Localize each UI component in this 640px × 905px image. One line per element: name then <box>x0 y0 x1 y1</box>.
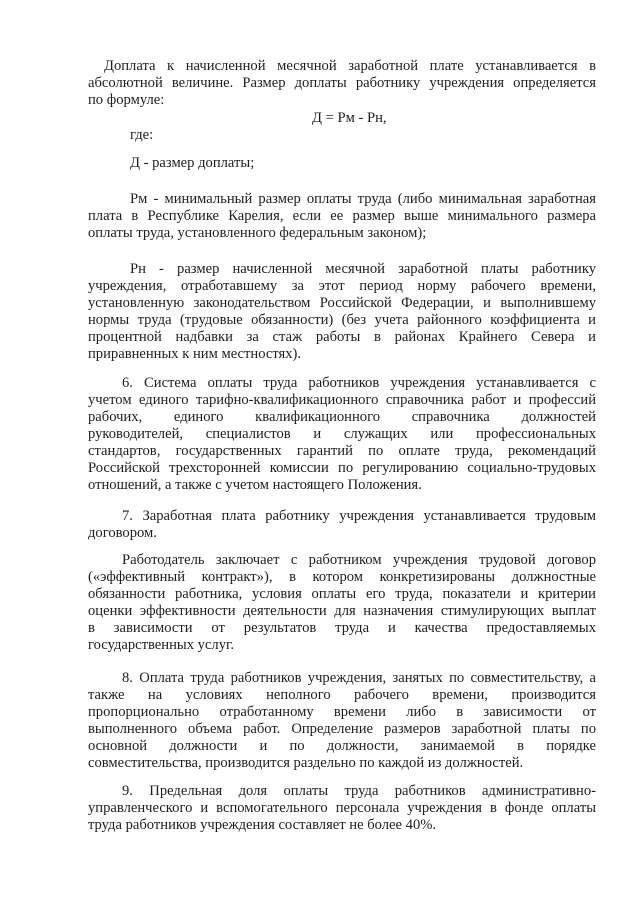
text-line: отношений, а также с учетом настоящего Положения. <box>88 477 422 493</box>
text-line: основной должности и по должности, занимаемой в порядке <box>88 738 596 754</box>
text-line: Рм - минимальный размер оплаты труда (либо минимальная заработная <box>130 191 596 207</box>
paragraph-item-7 <box>122 508 596 525</box>
definition-rn-cont <box>88 278 596 363</box>
paragraph-item-7-cont <box>88 525 596 542</box>
text-line: управленческого и вспомогательного персонала учреждения в фонде оплаты <box>88 800 596 816</box>
text-line: оценки эффективности деятельности для назначения стимулирующих выплат <box>88 603 596 619</box>
text-line: стандартов, государственных гарантий по оплате труда, рекомендаций <box>88 443 596 459</box>
text-line: обязанности работника, условия оплаты его труда, показатели и критерии <box>88 586 596 602</box>
text-line: учетом единого тарифно-квалификационного справочника работ и профессий <box>88 392 596 408</box>
definition-rm-cont <box>88 208 596 242</box>
text-line: совместительства, производится раздельно по каждой из должностей. <box>88 755 524 771</box>
text-line: 8. Оплата труда работников учреждения, занятых по совместительству, а <box>122 670 596 686</box>
definition-d <box>130 155 430 172</box>
paragraph-item-6-cont <box>88 392 596 494</box>
text-line: 9. Предельная доля оплаты труда работников административно- <box>122 783 596 799</box>
text-line: руководителей, специалистов и служащих или профессиональных <box>88 426 596 442</box>
definition-rm <box>130 191 596 208</box>
text-line: нормы труда (трудовые обязанности) (без учета районного коэффициента и <box>88 312 596 328</box>
where-label <box>130 127 330 144</box>
text-line: труда работников учреждения составляет не более 40%. <box>88 817 437 833</box>
text-line: в зависимости от результатов труда и качества предоставляемых <box>88 620 596 636</box>
text-line: по формуле: <box>88 92 165 108</box>
paragraph-payment-intro-cont <box>88 75 596 109</box>
paragraph-employer <box>122 552 596 569</box>
text-line: 7. Заработная плата работнику учреждения устанавливается трудовым <box>122 508 596 524</box>
definition-rn <box>130 261 596 278</box>
text-line: пропорционально отработанному времени либо в зависимости от <box>88 704 596 720</box>
text-line: абсолютной величине. Размер доплаты работнику учреждения определяется <box>88 75 596 91</box>
paragraph-employer-cont <box>88 569 596 654</box>
formula: Д = Рм - Рн, <box>312 110 387 126</box>
text-line: плата в Республике Карелия, если ее размер выше минимального размера <box>88 208 596 224</box>
text-line: Доплата к начисленной месячной заработной плате устанавливается в <box>104 58 596 74</box>
text-line: Работодатель заключает с работником учреждения трудовой договор <box>122 552 596 568</box>
text-line: («эффективный контракт»), в котором конкретизированы должностные <box>88 569 596 585</box>
text-line: приравненных к ним местностях). <box>88 346 302 362</box>
text-line: Российской трехсторонней комиссии по регулированию социально-трудовых <box>88 460 596 476</box>
text-line: выполненного объема работ. Определение размеров заработной платы по <box>88 721 596 737</box>
paragraph-item-8-cont <box>88 687 596 772</box>
text-line: также на условиях неполного рабочего времени, производится <box>88 687 596 703</box>
text-line: где: <box>130 127 154 143</box>
paragraph-item-6 <box>122 375 596 392</box>
paragraph-item-9-cont <box>88 800 596 834</box>
paragraph-payment-intro <box>104 58 596 75</box>
text-line: 6. Система оплаты труда работников учреждения устанавливается с <box>122 375 596 391</box>
paragraph-item-9 <box>122 783 596 800</box>
text-line: оплаты труда, установленного федеральным законом); <box>88 225 427 241</box>
text-line: процентной надбавки за стаж работы в районах Крайнего Севера и <box>88 329 596 345</box>
text-line: Рн - размер начисленной месячной заработной платы работнику <box>130 261 596 277</box>
paragraph-item-8 <box>122 670 596 687</box>
text-line: договором. <box>88 525 157 541</box>
text-line: учреждения, отработавшему за этот период норму рабочего времени, <box>88 278 596 294</box>
text-line: рабочих, единого квалификационного справочника должностей <box>88 409 596 425</box>
text-line: государственных услуг. <box>88 637 234 653</box>
text-line: установленную законодательством Российской Федерации, и выполнившему <box>88 295 596 311</box>
text-line: Д - размер доплаты; <box>130 155 255 171</box>
